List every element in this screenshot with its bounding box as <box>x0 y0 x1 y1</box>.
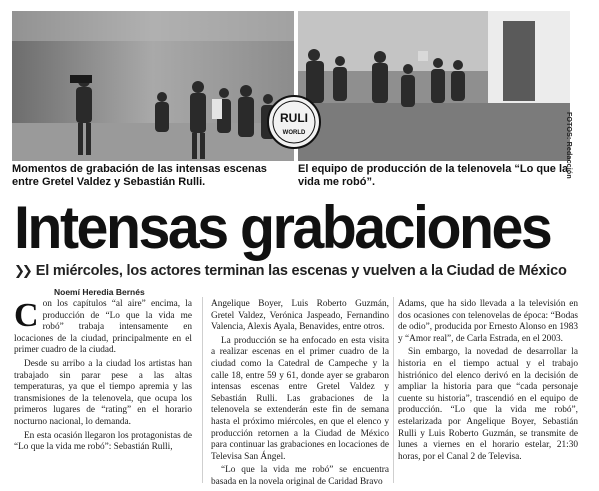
photo-filming-scene-image <box>12 11 294 161</box>
article-byline: Noemí Heredia Bernés <box>54 287 145 297</box>
paragraph: “Lo que la vida me robó” se encuentra basada en la novela original de Caridad Bravo <box>211 465 389 487</box>
column-divider <box>393 297 394 483</box>
drop-cap: C <box>14 297 39 334</box>
article-headline: Intensas grabaciones <box>14 194 551 261</box>
logo-text: RULI <box>280 111 308 125</box>
paragraph: Adams, que ha sido llevada a la televisión en dos ocasiones con telenovelas de época: “Bodas de odio”, producida por Ernesto Alonso en 1983 y “Amor real”, de Carla Estrada, en el 2003. <box>398 299 578 344</box>
paragraph: En esta ocasión llegaron los protagonistas de “Lo que la vida me robó”: Sebastián Rulli, <box>14 430 192 453</box>
logo-subtext: WORLD <box>282 130 306 136</box>
photo-caption-left: Momentos de grabación de las intensas escenas entre Gretel Valdez y Sebastián Rulli. <box>12 163 267 188</box>
article-column-2 <box>211 299 389 491</box>
paragraph-text: on los capítulos “al aire” encima, la producción de “Lo que la vida me robó” trabaja intensamente en locaciones de la ciudad, principalmente en el primer cuadro de la ciudad. <box>14 299 192 356</box>
paragraph: La producción se ha enfocado en esta visita a realizar escenas en el primer cuadro de la ciudad como la Catedral de Campeche y la calle 18, entre 59 y 61, donde ayer se grabaron intensas escenas entre Gretel Valdez y Sebastián Rulli. Las grabaciones de la telenovela se extenderán este fin de semana hasta el próximo miércoles, en que el elenco y producción retornen a la Ciudad de México para continuar las grabaciones en locaciones de Televisa San Ángel. <box>211 335 389 462</box>
photo-credit: FOTOS: Redacción <box>565 112 572 179</box>
paragraph <box>14 299 192 357</box>
paragraph: Angelique Boyer, Luis Roberto Guzmán, Gretel Valdez, Verónica Jaspeado, Fernandino Valencia, Alexis Ayala, Benavides, entre otros. <box>211 299 389 333</box>
photo-caption-right: El equipo de producción de la telenovela “Lo que la vida me robó”. <box>298 163 569 188</box>
ruli-world-logo <box>266 94 322 150</box>
photo-production-crew <box>298 11 570 161</box>
article-column-3 <box>398 299 578 465</box>
photo-filming-scene <box>12 11 294 161</box>
paragraph: Desde su arribo a la ciudad los artistas han trabajado sin parar pese a las altas temperaturas, ya que el tiempo apremia y las transmisiones de la telenovela, que ocupa los primeros lugares de “rating” en el horario nocturno nacional, lo demanda. <box>14 358 192 427</box>
photo-production-crew-image <box>298 11 570 161</box>
double-chevron-icon: ❯❯ <box>14 263 30 278</box>
article-column-1 <box>14 299 192 456</box>
paragraph: Sin embargo, la novedad de desarrollar la historia en el tiempo actual y el trabajo histriónico del elenco derivó en la decisión de ampliar la historia para que “cada personaje cuente su historia”, trascendió en el equipo de producción. “Lo que la vida me robó”, estelarizada por Angelique Boyer, Sebastián Rulli y Luis Roberto Guzmán, se transmite de lunes a viernes en el horario estelar, 21:30 horas, por el Canal 2 de Televisa. <box>398 347 578 462</box>
ruli-world-logo-image <box>266 94 322 150</box>
subhead-text: El miércoles, los actores terminan las escenas y vuelven a la Ciudad de México <box>35 263 567 279</box>
article-subhead <box>14 262 589 280</box>
column-divider <box>202 297 203 483</box>
